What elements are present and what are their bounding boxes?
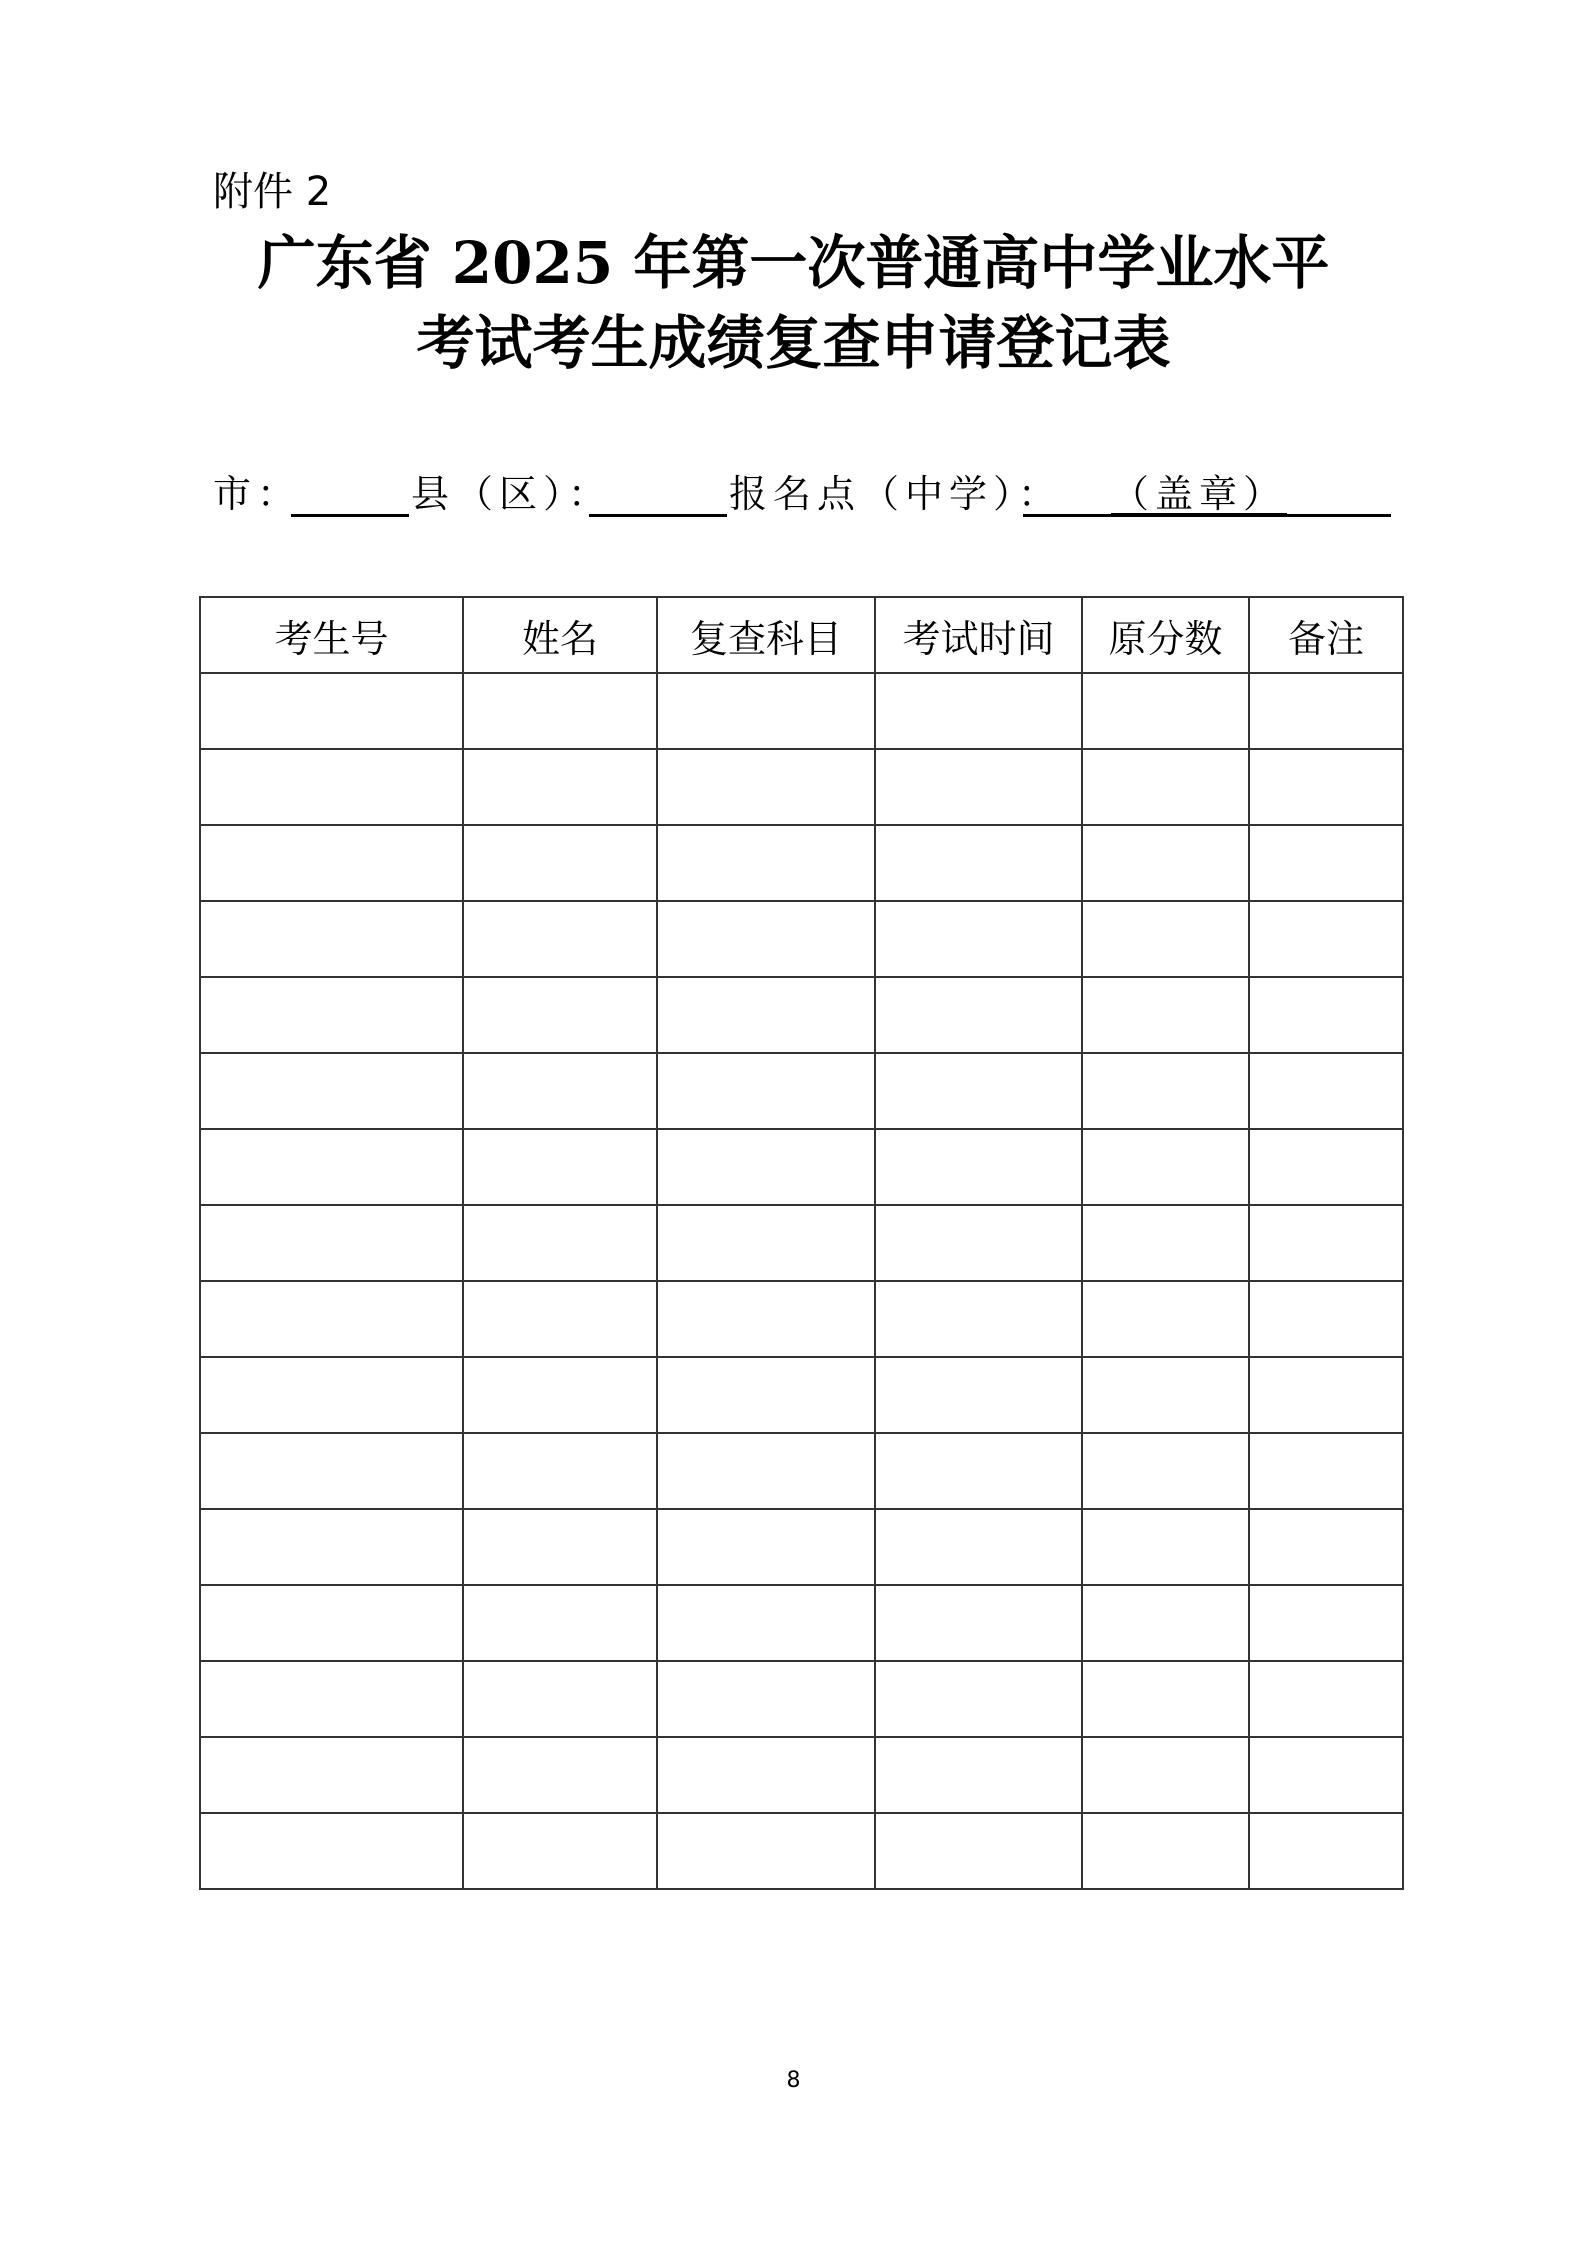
table-cell[interactable]	[657, 1509, 875, 1585]
header-review-subject: 复查科目	[657, 597, 875, 673]
table-cell[interactable]	[657, 1357, 875, 1433]
table-cell[interactable]	[875, 749, 1082, 825]
table-cell[interactable]	[200, 1129, 463, 1205]
table-cell[interactable]	[200, 825, 463, 901]
table-cell[interactable]	[463, 1813, 657, 1889]
table-cell[interactable]	[657, 1205, 875, 1281]
table-row	[200, 1737, 1403, 1813]
table-cell[interactable]	[200, 1357, 463, 1433]
table-cell[interactable]	[875, 1129, 1082, 1205]
table-cell[interactable]	[463, 1053, 657, 1129]
table-cell[interactable]	[657, 825, 875, 901]
table-row	[200, 749, 1403, 825]
table-cell[interactable]	[875, 1433, 1082, 1509]
county-blank[interactable]	[589, 514, 727, 517]
table-cell[interactable]	[1082, 1053, 1249, 1129]
table-cell[interactable]	[657, 1433, 875, 1509]
table-cell[interactable]	[463, 1433, 657, 1509]
table-cell[interactable]	[1082, 1205, 1249, 1281]
table-cell[interactable]	[463, 1737, 657, 1813]
table-cell[interactable]	[657, 1585, 875, 1661]
title-line-2: 考试考生成绩复查申请登记表	[416, 309, 1171, 377]
table-cell[interactable]	[200, 673, 463, 749]
table-row	[200, 977, 1403, 1053]
table-row	[200, 1433, 1403, 1509]
page-number: 8	[786, 2068, 801, 2093]
table-cell[interactable]	[200, 1585, 463, 1661]
table-cell[interactable]	[1249, 1509, 1403, 1585]
table-cell[interactable]	[1249, 977, 1403, 1053]
county-label: 县（区）：	[411, 472, 613, 516]
table-cell[interactable]	[200, 901, 463, 977]
table-cell[interactable]	[200, 1205, 463, 1281]
table-cell[interactable]	[875, 825, 1082, 901]
table-cell[interactable]	[200, 1053, 463, 1129]
table-cell[interactable]	[1082, 1509, 1249, 1585]
attachment-label: 附件 2	[213, 169, 332, 215]
table-cell[interactable]	[1082, 1813, 1249, 1889]
table-cell[interactable]	[1249, 1281, 1403, 1357]
table-row	[200, 1661, 1403, 1737]
table-cell[interactable]	[1249, 1813, 1403, 1889]
table-header-row	[200, 597, 1403, 673]
table-cell[interactable]	[463, 825, 657, 901]
table-cell[interactable]	[1249, 1585, 1403, 1661]
table-cell[interactable]	[1249, 1129, 1403, 1205]
location-fill-line	[213, 466, 1393, 522]
table-cell[interactable]	[463, 1205, 657, 1281]
table-cell[interactable]	[1082, 1433, 1249, 1509]
header-exam-time: 考试时间	[875, 597, 1082, 673]
table-cell[interactable]	[463, 1661, 657, 1737]
table-cell[interactable]	[1249, 825, 1403, 901]
stamp-label: （盖章）	[1111, 472, 1288, 516]
table-row	[200, 1053, 1403, 1129]
table-row	[200, 1129, 1403, 1205]
table-cell[interactable]	[463, 1585, 657, 1661]
table-cell[interactable]	[1082, 1737, 1249, 1813]
table-cell[interactable]	[200, 1433, 463, 1509]
table-cell[interactable]	[1082, 1661, 1249, 1737]
table-cell[interactable]	[657, 749, 875, 825]
table-body	[200, 673, 1403, 1889]
table-cell[interactable]	[657, 1129, 875, 1205]
table-cell[interactable]	[875, 977, 1082, 1053]
table-cell[interactable]	[657, 1053, 875, 1129]
table-cell[interactable]	[875, 1661, 1082, 1737]
table-cell[interactable]	[463, 1509, 657, 1585]
table-cell[interactable]	[1249, 749, 1403, 825]
table-cell[interactable]	[1082, 1585, 1249, 1661]
table-cell[interactable]	[657, 1281, 875, 1357]
table-cell[interactable]	[657, 1813, 875, 1889]
table-row	[200, 1281, 1403, 1357]
header-remarks: 备注	[1249, 597, 1403, 673]
table-cell[interactable]	[875, 1205, 1082, 1281]
table-cell[interactable]	[200, 1813, 463, 1889]
table-cell[interactable]	[463, 1357, 657, 1433]
table-cell[interactable]	[875, 1585, 1082, 1661]
table-cell[interactable]	[1249, 1205, 1403, 1281]
table-cell[interactable]	[463, 977, 657, 1053]
city-label: 市：	[213, 472, 302, 516]
registration-table	[199, 596, 1404, 1890]
table-cell[interactable]	[1082, 1129, 1249, 1205]
table-row	[200, 1357, 1403, 1433]
table-cell[interactable]	[200, 749, 463, 825]
table-row	[200, 673, 1403, 749]
table-cell[interactable]	[1082, 1281, 1249, 1357]
table-cell[interactable]	[1249, 1053, 1403, 1129]
table-cell[interactable]	[1249, 1661, 1403, 1737]
table-row	[200, 1509, 1403, 1585]
table-row	[200, 825, 1403, 901]
table-cell[interactable]	[1082, 825, 1249, 901]
table-cell[interactable]	[200, 977, 463, 1053]
table-cell[interactable]	[875, 1813, 1082, 1889]
table-cell[interactable]	[463, 749, 657, 825]
table-cell[interactable]	[1082, 1357, 1249, 1433]
table-cell[interactable]	[463, 901, 657, 977]
table-row	[200, 1205, 1403, 1281]
table-row	[200, 901, 1403, 977]
table-cell[interactable]	[875, 1357, 1082, 1433]
table-cell[interactable]	[1082, 977, 1249, 1053]
table-row	[200, 1585, 1403, 1661]
title-line-1: 广东省 2025 年第一次普通高中学业水平	[257, 229, 1330, 297]
table-cell[interactable]	[1082, 901, 1249, 977]
header-name: 姓名	[463, 597, 657, 673]
table-cell[interactable]	[657, 901, 875, 977]
table-row	[200, 1813, 1403, 1889]
table-cell[interactable]	[875, 1737, 1082, 1813]
table-cell[interactable]	[200, 1281, 463, 1357]
table-cell[interactable]	[875, 1053, 1082, 1129]
table-cell[interactable]	[657, 977, 875, 1053]
table-cell[interactable]	[463, 1281, 657, 1357]
city-blank[interactable]	[291, 514, 409, 517]
table-cell[interactable]	[875, 1281, 1082, 1357]
header-original-score: 原分数	[1082, 597, 1249, 673]
table-cell[interactable]	[657, 1661, 875, 1737]
table-cell[interactable]	[875, 673, 1082, 749]
table-cell[interactable]	[1249, 1433, 1403, 1509]
table-cell[interactable]	[200, 1509, 463, 1585]
table-cell[interactable]	[200, 1661, 463, 1737]
table-cell[interactable]	[1249, 1737, 1403, 1813]
school-label: 报名点（中学）：	[729, 472, 1063, 516]
table-cell[interactable]	[200, 1737, 463, 1813]
table-cell[interactable]	[463, 673, 657, 749]
table-cell[interactable]	[875, 901, 1082, 977]
table-cell[interactable]	[463, 1129, 657, 1205]
table-cell[interactable]	[1249, 1357, 1403, 1433]
table-cell[interactable]	[1082, 749, 1249, 825]
table-cell[interactable]	[875, 1509, 1082, 1585]
table-cell[interactable]	[1249, 673, 1403, 749]
table-cell[interactable]	[657, 1737, 875, 1813]
table-cell[interactable]	[1249, 901, 1403, 977]
table-cell[interactable]	[657, 673, 875, 749]
header-exam-number: 考生号	[200, 597, 463, 673]
table-cell[interactable]	[1082, 673, 1249, 749]
